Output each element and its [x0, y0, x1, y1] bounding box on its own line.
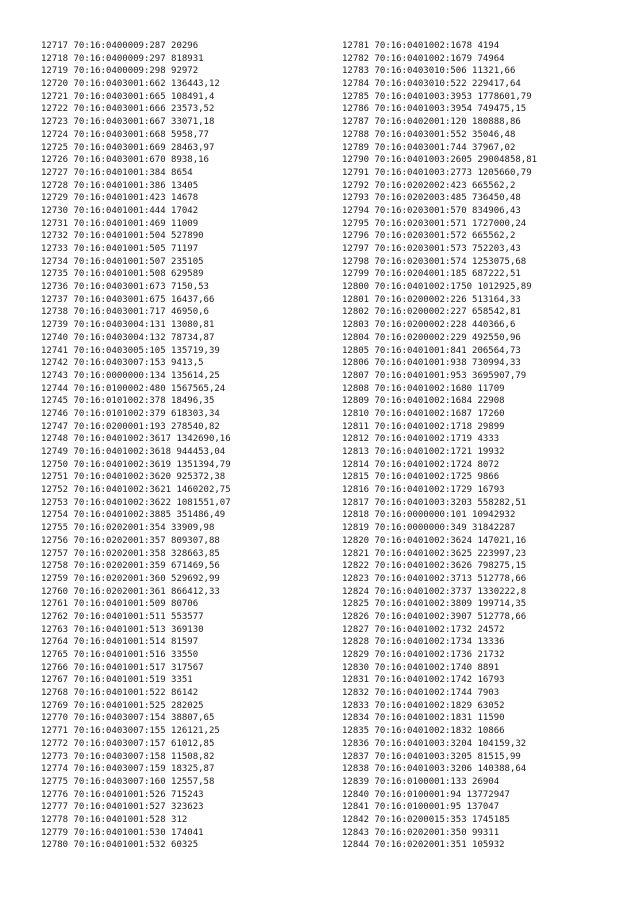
record-row: 12749 70:16:0401002:3618 944453,04	[41, 447, 226, 457]
record-row: 12743 70:16:0000000:134 135614,25	[41, 370, 220, 381]
record-row: 12753 70:16:0401002:3622 1081551,07	[41, 497, 231, 508]
record-row: 12833 70:16:0401002:1829 63052	[342, 700, 505, 711]
record-row: 12763 70:16:0401001:513 369130	[41, 624, 204, 635]
record-row: 12819 70:16:0000000:349 31842287	[342, 523, 516, 534]
record-row: 12717 70:16:0400009:287 20296	[41, 41, 199, 51]
record-row: 12834 70:16:0401002:1831 11590	[342, 713, 505, 724]
record-row: 12839 70:16:0100001:133 26904	[342, 776, 500, 787]
record-row: 12791 70:16:0401003:2773 1205660,79	[342, 167, 532, 178]
record-row: 12789 70:16:0403001:744 37967,02	[342, 142, 516, 153]
record-row: 12758 70:16:0202001:359 671469,56	[41, 561, 220, 572]
record-row: 12760 70:16:0202001:361 866412,33	[41, 586, 220, 597]
right-column	[342, 40, 537, 852]
left-column	[41, 40, 231, 852]
record-row: 12727 70:16:0401001:384 8654	[41, 167, 193, 178]
record-row: 12821 70:16:0401002:3625 223997,23	[342, 548, 527, 559]
record-row: 12793 70:16:0202003:485 736450,48	[342, 193, 521, 204]
record-row: 12736 70:16:0403001:673 7150,53	[41, 282, 209, 293]
record-row: 12752 70:16:0401002:3621 1460202,75	[41, 485, 231, 496]
record-row: 12815 70:16:0401002:1725 9866	[342, 472, 500, 483]
record-row: 12832 70:16:0401002:1744 7903	[342, 688, 500, 699]
record-row: 12762 70:16:0401001:511 553577	[41, 611, 204, 622]
record-row: 12750 70:16:0401002:3619 1351394,79	[41, 459, 231, 470]
record-row: 12811 70:16:0401002:1718 29899	[342, 421, 505, 432]
record-row: 12773 70:16:0403007:158 11508,82	[41, 751, 215, 762]
record-row: 12835 70:16:0401002:1832 10866	[342, 726, 505, 737]
record-row: 12824 70:16:0401002:3737 1330222,8	[342, 586, 527, 597]
record-row: 12726 70:16:0403001:670 8938,16	[41, 155, 209, 166]
record-row: 12741 70:16:0403005:105 135719,39	[41, 345, 220, 356]
record-row: 12837 70:16:0401003:3205 81515,99	[342, 751, 521, 762]
record-row: 12778 70:16:0401001:528 312	[41, 814, 188, 825]
record-row: 12755 70:16:0202001:354 33909,98	[41, 523, 215, 534]
record-row: 12772 70:16:0403007:157 61012,85	[41, 738, 215, 749]
record-row: 12827 70:16:0401002:1732 24572	[342, 624, 505, 635]
record-row: 12724 70:16:0403001:668 5958,77	[41, 129, 209, 140]
record-row: 12767 70:16:0401001:519 3351	[41, 675, 193, 686]
record-row: 12794 70:16:0203001:570 834906,43	[342, 205, 521, 216]
record-row: 12732 70:16:0401001:504 527890	[41, 231, 204, 242]
record-row: 12718 70:16:0400009:297 818931	[41, 53, 204, 64]
record-row: 12825 70:16:0401002:3809 199714,35	[342, 599, 527, 610]
record-row: 12756 70:16:0202001:357 809307,88	[41, 535, 220, 546]
record-row: 12795 70:16:0203001:571 1727000,24	[342, 218, 527, 229]
record-row: 12836 70:16:0401003:3204 104159,32	[342, 738, 527, 749]
record-row: 12800 70:16:0401002:1750 1012925,89	[342, 282, 532, 293]
record-row: 12739 70:16:0403004:131 13080,81	[41, 320, 215, 331]
record-row: 12806 70:16:0401001:938 730994,33	[342, 358, 521, 369]
record-row: 12799 70:16:0204001:185 687222,51	[342, 269, 521, 280]
record-row: 12725 70:16:0403001:669 28463,97	[41, 142, 215, 153]
record-row: 12746 70:16:0101002:379 618303,34	[41, 408, 220, 419]
record-row: 12730 70:16:0401001:444 17042	[41, 205, 199, 216]
record-row: 12733 70:16:0401001:505 71197	[41, 244, 199, 254]
record-row: 12807 70:16:0401001:953 3695907,79	[342, 370, 527, 381]
record-row: 12761 70:16:0401001:509 80706	[41, 599, 199, 610]
record-row: 12788 70:16:0403001:552 35046,48	[342, 129, 516, 140]
record-row: 12759 70:16:0202001:360 529692,99	[41, 573, 220, 584]
record-row: 12722 70:16:0403001:666 23573,52	[41, 104, 215, 115]
record-row: 12776 70:16:0401001:526 715243	[41, 789, 204, 800]
record-row: 12790 70:16:0401003:2605 29004858,81	[342, 155, 538, 166]
record-row: 12840 70:16:0100001:94 13772947	[342, 789, 510, 800]
record-row: 12754 70:16:0401002:3885 351486,49	[41, 510, 226, 521]
record-row: 12766 70:16:0401001:517 317567	[41, 662, 204, 673]
record-row: 12810 70:16:0401002:1687 17260	[342, 408, 505, 419]
record-row: 12842 70:16:0200015:353 1745185	[342, 814, 510, 825]
record-row: 12748 70:16:0401002:3617 1342690,16	[41, 434, 231, 445]
record-row: 12796 70:16:0203001:572 665562,2	[342, 231, 516, 242]
record-row: 12735 70:16:0401001:508 629589	[41, 269, 204, 280]
record-row: 12808 70:16:0401002:1680 11709	[342, 383, 505, 394]
record-row: 12826 70:16:0401002:3907 512778,66	[342, 611, 527, 622]
record-row: 12775 70:16:0403007:160 12557,58	[41, 776, 215, 787]
record-row: 12804 70:16:0200002:229 492550,96	[342, 332, 521, 343]
record-row: 12818 70:16:0000000:101 10942932	[342, 510, 516, 521]
record-row: 12771 70:16:0403007:155 126121,25	[41, 726, 220, 737]
record-row: 12742 70:16:0403007:153 9413,5	[41, 358, 204, 369]
record-row: 12829 70:16:0401002:1736 21732	[342, 650, 505, 660]
record-row: 12786 70:16:0401003:3954 749475,15	[342, 104, 527, 115]
record-row: 12798 70:16:0203001:574 1253075,68	[342, 256, 527, 267]
record-row: 12797 70:16:0203001:573 752203,43	[342, 244, 521, 254]
record-row: 12779 70:16:0401001:530 174041	[41, 827, 204, 838]
record-row: 12769 70:16:0401001:525 282025	[41, 700, 204, 711]
record-row: 12787 70:16:0402001:120 180888,86	[342, 117, 521, 128]
record-row: 12844 70:16:0202001:351 105932	[342, 840, 505, 851]
record-row: 12838 70:16:0401003:3206 140388,64	[342, 764, 527, 775]
record-row: 12828 70:16:0401002:1734 13336	[342, 637, 505, 648]
record-row: 12802 70:16:0200002:227 658542,81	[342, 307, 521, 318]
record-row: 12817 70:16:0401003:3203 558282,51	[342, 497, 527, 508]
record-row: 12721 70:16:0403001:665 108491,4	[41, 91, 215, 102]
record-row: 12843 70:16:0202001:350 99311	[342, 827, 500, 838]
record-row: 12738 70:16:0403001:717 46950,6	[41, 307, 209, 318]
record-row: 12747 70:16:0200001:193 278540,82	[41, 421, 220, 432]
record-row: 12780 70:16:0401001:532 60325	[41, 840, 199, 851]
record-row: 12745 70:16:0101002:378 18496,35	[41, 396, 215, 407]
record-row: 12820 70:16:0401002:3624 147021,16	[342, 535, 527, 546]
record-row: 12805 70:16:0401001:841 206564,73	[342, 345, 521, 356]
record-row: 12783 70:16:0403010:506 11321,66	[342, 66, 516, 77]
record-row: 12764 70:16:0401001:514 81597	[41, 637, 199, 648]
record-row: 12792 70:16:0202002:423 665562,2	[342, 180, 516, 191]
record-row: 12781 70:16:0401002:1678 4194	[342, 41, 500, 51]
record-row: 12768 70:16:0401001:522 86142	[41, 688, 199, 699]
record-row: 12740 70:16:0403004:132 78734,87	[41, 332, 215, 343]
record-row: 12777 70:16:0401001:527 323623	[41, 802, 204, 813]
record-row: 12734 70:16:0401001:507 235105	[41, 256, 204, 267]
record-row: 12841 70:16:0100001:95 137047	[342, 802, 500, 813]
record-row: 12770 70:16:0403007:154 38807,65	[41, 713, 215, 724]
record-row: 12782 70:16:0401002:1679 74964	[342, 53, 505, 64]
record-row: 12728 70:16:0401001:386 13405	[41, 180, 199, 191]
record-row: 12744 70:16:0100002:480 1567565,24	[41, 383, 226, 394]
record-row: 12831 70:16:0401002:1742 16793	[342, 675, 505, 686]
record-row: 12812 70:16:0401002:1719 4333	[342, 434, 500, 445]
record-row: 12729 70:16:0401001:423 14678	[41, 193, 199, 204]
record-row: 12731 70:16:0401001:469 11009	[41, 218, 199, 229]
record-row: 12774 70:16:0403007:159 18325,87	[41, 764, 215, 775]
record-row: 12757 70:16:0202001:358 328663,85	[41, 548, 220, 559]
record-row: 12719 70:16:0400009:298 92972	[41, 66, 199, 77]
record-row: 12803 70:16:0200002:228 440366,6	[342, 320, 516, 331]
record-row: 12751 70:16:0401002:3620 925372,38	[41, 472, 226, 483]
record-row: 12765 70:16:0401001:516 33550	[41, 650, 199, 660]
record-row: 12723 70:16:0403001:667 33071,18	[41, 117, 215, 128]
record-row: 12823 70:16:0401002:3713 512778,66	[342, 573, 527, 584]
record-row: 12784 70:16:0403010:522 229417,64	[342, 79, 521, 90]
record-row: 12822 70:16:0401002:3626 798275,15	[342, 561, 527, 572]
record-row: 12816 70:16:0401002:1729 16793	[342, 485, 505, 496]
record-row: 12785 70:16:0401003:3953 1778601,79	[342, 91, 532, 102]
record-row: 12809 70:16:0401002:1684 22908	[342, 396, 505, 407]
record-row: 12801 70:16:0200002:226 513164,33	[342, 294, 521, 305]
record-row: 12830 70:16:0401002:1740 8891	[342, 662, 500, 673]
record-row: 12814 70:16:0401002:1724 8072	[342, 459, 500, 470]
record-row: 12737 70:16:0403001:675 16437,66	[41, 294, 215, 305]
record-row: 12813 70:16:0401002:1721 19932	[342, 447, 505, 457]
record-row: 12720 70:16:0403001:662 136443,12	[41, 79, 220, 90]
